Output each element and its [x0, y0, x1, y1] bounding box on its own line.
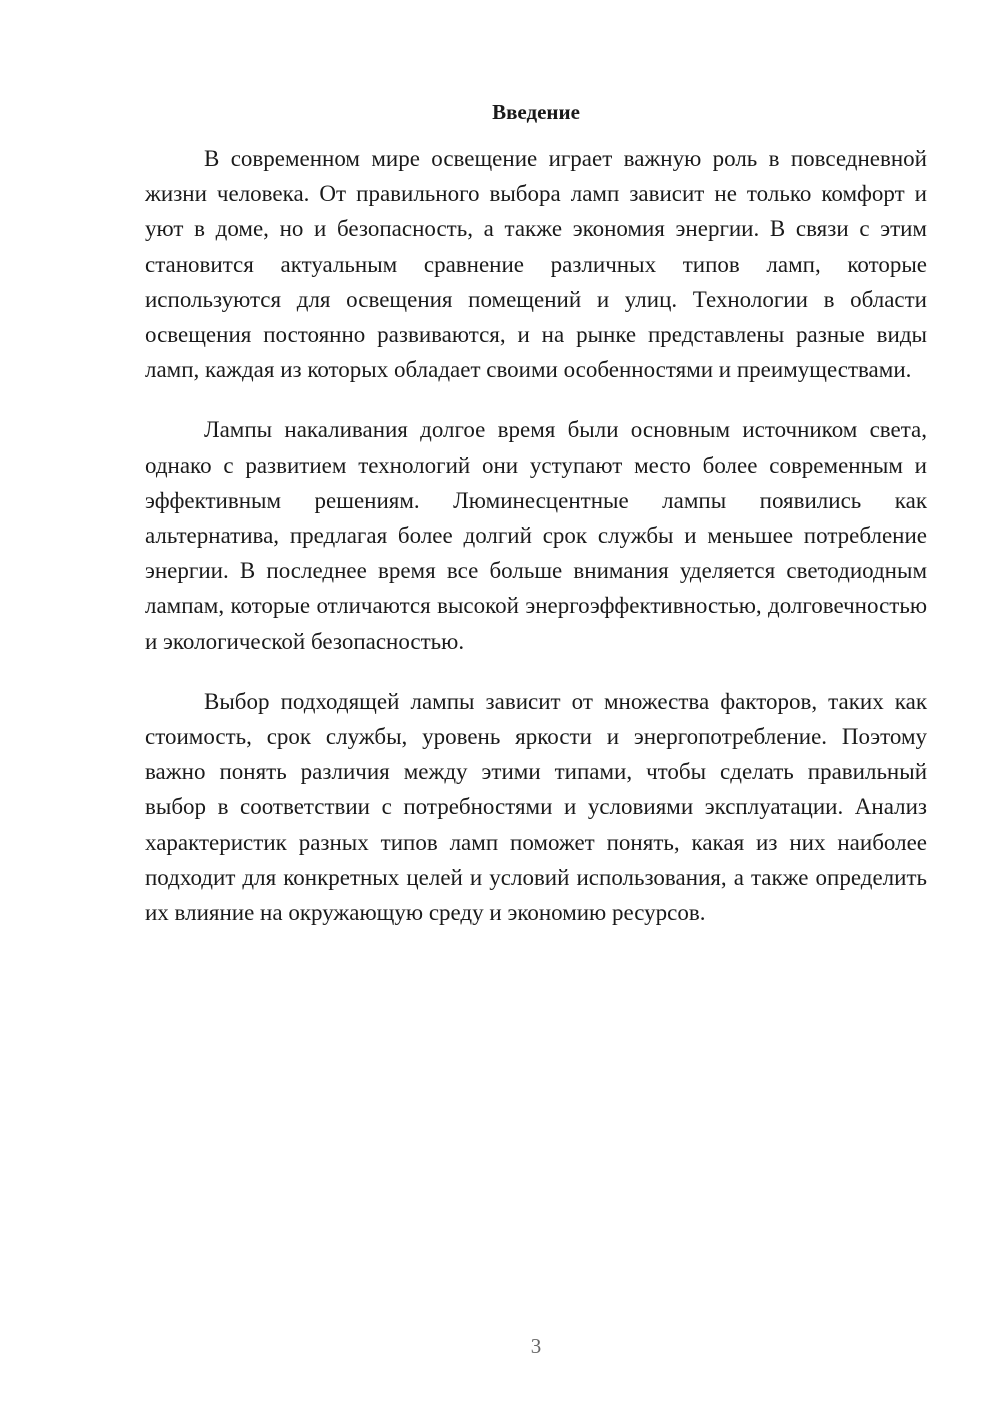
paragraph-3: Выбор подходящей лампы зависит от множества факторов, таких как стоимость, срок службы, уровень яркости и энергопотребление. Поэтому важно понять различия между этими типами, чтобы сделать правильный выбор в соответствии с потребностями и условиями эксплуатации. Анализ характеристик разных типов ламп поможет понять, какая из них наиболее подходит для конкретных целей и условий использования, а также определить их влияние на окружающую среду и экономию ресурсов.	[145, 688, 927, 926]
paragraph-1: В современном мире освещение играет важную роль в повседневной жизни человека. От правильного выбора ламп зависит не только комфорт и уют в доме, но и безопасность, а также экономия энергии. В связи с этим становится актуальным сравнение различных типов ламп, которые используются для освещения помещений и улиц. Технологии в области освещения постоянно развиваются, и на рынке представлены разные виды ламп, каждая из которых обладает своими особенностями и преимуществами.	[145, 146, 927, 383]
section-title: Введение	[492, 100, 580, 124]
document-body	[145, 141, 927, 955]
page-number: 3	[530, 1334, 542, 1358]
paragraph-2: Лампы накаливания долгое время были основным источником света, однако с развитием технологий они уступают место более современным и эффективным решениям. Люминесцентные лампы появились как альтернатива, предлагая более долгий срок службы и меньшее потребление энергии. В последнее время все больше внимания уделяется светодиодным лампам, которые отличаются высокой энергоэффективностью, долговечностью и экологической безопасностью.	[145, 417, 927, 654]
